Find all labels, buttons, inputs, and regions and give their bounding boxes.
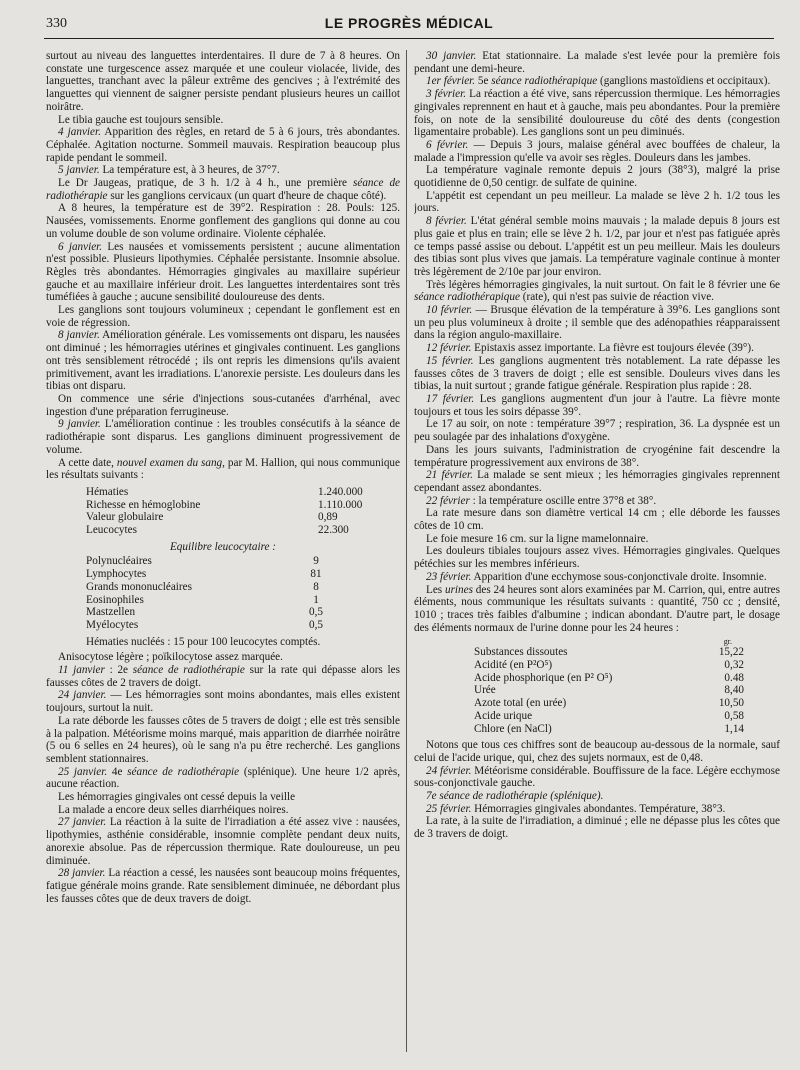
entry-text: Les ganglions augmentent très notablement. La rate dépasse les fausses côtes de 3 travers de doigt ; elle est sensible. Douleurs vives dans les tibias, la nuit surtout ; grande fatigue générale. Respiration plus rapide : 28.: [414, 354, 780, 393]
text-run: (rate), qui n'est pas suivie de réaction vive.: [519, 291, 714, 304]
row-label: Acide phosphorique (en P² O⁵): [474, 671, 613, 684]
entry-date: 1er février.: [426, 75, 476, 88]
urine-table: [474, 636, 744, 735]
entry-date: 21 février.: [426, 469, 473, 482]
table-row: [474, 723, 744, 736]
unit-label: gr.: [723, 637, 732, 647]
entry-date: 30 janvier.: [426, 50, 477, 62]
entry-date: 23 février.: [426, 570, 472, 583]
row-label: Chlore (en NaCl): [474, 722, 552, 735]
paragraph: [414, 88, 780, 139]
text-run: A cette date,: [58, 456, 117, 469]
row-label: Valeur globulaire: [86, 511, 164, 524]
blood-count-table: [86, 486, 378, 537]
paragraph: Notons que tous ces chiffres sont de beaucoup au-dessous de la normale, sauf celui de l'acide urique, qui, chez des sujets normaux, est de 0,48.: [414, 739, 780, 764]
row-label: Azote total (en urée): [474, 697, 567, 710]
paragraph: [414, 469, 780, 494]
row-label: Hématies: [86, 485, 129, 498]
entry-text: Etat stationnaire. La malade s'est levée pour la première fois pendant une demi-heure.: [414, 50, 780, 75]
table-row: [86, 606, 336, 619]
entry-date: 25 janvier.: [58, 765, 108, 778]
paragraph: [414, 584, 780, 635]
paragraph: [46, 766, 400, 791]
row-label: Acide urique: [474, 709, 533, 722]
row-value: 8,40: [724, 684, 744, 697]
entry-text: L'amélioration continue : les troubles consécutifs à la séance de radiothérapie sont disparus. Les ganglions diminuent progressivement de volume.: [46, 418, 400, 456]
entry-text: : la température oscille entre 37°8 et 38°.: [469, 494, 657, 507]
entry-date: 24 janvier.: [58, 689, 107, 702]
entry-date: 25 février.: [426, 802, 472, 815]
paragraph: [414, 279, 780, 304]
text-run: Très légères hémorragies gingivales, la nuit surtout. On fait le 8 février une 6e: [426, 278, 780, 291]
table-row: [86, 486, 378, 499]
row-label: Grands mononucléaires: [86, 580, 192, 593]
entry-date: 17 février.: [426, 392, 475, 405]
entry-date: 12 février.: [426, 342, 472, 355]
text-run: Les: [426, 583, 445, 596]
row-label: Mastzellen: [86, 606, 136, 619]
paragraph: [414, 393, 780, 418]
row-value: 10,50: [718, 697, 744, 710]
table-row: [474, 697, 744, 710]
paragraph: surtout au niveau des languettes interdentaires. Il dure de 7 à 8 heures. On constate une turgescence assez marquée et une couleur violacée, livide, des languettes, tranchant avec la pâleur extrême des gencives ; à l'extrémité des languettes qui viennent de saigner persiste pendant plusieurs heures un caillot noirâtre.: [46, 50, 400, 113]
paragraph: A 8 heures, la température est de 39°2. Respiration : 28. Pouls: 125. Nausées, vomissements. Enorme gonflement des ganglions qui donne au cou un volume double de son volume ordinaire. Violente céphalée.: [46, 202, 400, 240]
entry-text: — Brusque élévation de la température à 39°6. Les ganglions sont un peu plus volumineux à droite ; il semble que des adénopathies réapparaissent dans la région angulo-maxillaire.: [414, 304, 780, 342]
row-value: 0,5: [309, 606, 323, 619]
text-run: , par M. Hallion, qui nous communique les résultats suivants :: [46, 456, 400, 482]
row-value: 81: [310, 568, 322, 581]
italic-run: urines: [444, 583, 473, 596]
paragraph: [414, 355, 780, 393]
paragraph: [46, 329, 400, 393]
entry-date: 6 février.: [426, 138, 469, 151]
paragraph: Anisocytose légère ; poïkilocytose assez marquée.: [58, 651, 283, 664]
entry-text: Apparition des règles, en retard de 5 à 6 jours, très abondantes. Céphalée. Agitation nocturne. Sommeil mauvais. Respiration beaucoup plus rapide pendant le sommeil.: [46, 126, 400, 164]
paragraph: [414, 139, 780, 164]
paragraph: [46, 689, 400, 714]
entry-text: La réaction à la suite de l'irradiation a été assez vive : nausées, lipothymies, asthénie considérable, insomnie complète pendant deux nuits, anorexie absolue. Pas de répercussion thermique. Rate douloureuse, un peu diminuée.: [46, 816, 400, 867]
paragraph: [414, 765, 780, 790]
paragraph: Le 17 au soir, on note : température 39°7 ; respiration, 36. La dyspnée est un peu soulagée par des inhalations d'oxygène.: [414, 418, 780, 444]
paragraph: [414, 803, 780, 816]
text-run: : 2e: [104, 664, 133, 677]
entry-date: 8 février.: [426, 215, 467, 228]
row-label: Polynucléaires: [86, 555, 152, 568]
table-row: [86, 499, 378, 512]
paragraph: [46, 177, 400, 202]
table-row: [474, 672, 744, 685]
table-row: [474, 646, 744, 659]
row-label: Richesse en hémoglobine: [86, 498, 201, 511]
text-run: Le Dr Jaugeas, pratique, de 3 h. 1/2 à 4 h., une première: [58, 177, 354, 190]
entry-text: — Depuis 3 jours, malaise général avec bouffées de chaleur, la malade a l'impression qu'elle va avoir ses règles. Douleurs dans les jambes.: [414, 138, 780, 164]
row-label: Myélocytes: [86, 618, 139, 631]
paragraph: La malade a encore deux selles diarrhéiques noires.: [58, 803, 289, 816]
paragraph: Les douleurs tibiales toujours assez vives. Hémorragies gingivales. Quelques pétéchies sur les membres inférieurs.: [414, 545, 780, 571]
row-value: 15,22: [718, 646, 744, 659]
italic-run: séance de radiothérapie: [127, 765, 240, 778]
paragraph: 7e séance de radiothérapie (splénique).: [426, 790, 604, 803]
italic-run: séance de radiothérapie: [132, 664, 245, 677]
entry-date: 10 février.: [426, 304, 473, 317]
paragraph: Dans les jours suivants, l'administration de cryogénine fait descendre la température progressivement aux environs de 38°.: [414, 443, 780, 469]
header-rule: [44, 38, 774, 39]
row-value: 0,5: [309, 618, 323, 631]
page-header: [44, 12, 774, 36]
paragraph: Les hémorragies gingivales ont cessé depuis la veille: [58, 791, 296, 804]
paragraph: [414, 342, 780, 355]
entry-date: 11 janvier: [58, 664, 105, 677]
text-run: sur la rate qui dépasse alors les fausses côtes de 2 travers de doigt.: [46, 664, 400, 689]
table-row: [474, 710, 744, 723]
paragraph: [46, 867, 400, 905]
text-run: (splénique). Une heure 1/2 après, aucune réaction.: [46, 765, 400, 791]
row-label: Leucocytes: [86, 524, 137, 537]
text-run: (ganglions mastoïdiens et occipitaux).: [597, 75, 771, 88]
journal-title: LE PROGRÈS MÉDICAL: [324, 15, 494, 31]
italic-run: séance de radiothérapie: [46, 177, 400, 202]
paragraph: On commence une série d'injections sous-cutanées d'arrhénal, avec ingestion d'une préparation ferrugineuse.: [46, 392, 400, 418]
entry-date: 15 février.: [426, 354, 474, 367]
paragraph: [46, 664, 400, 689]
italic-run: séance radiothérapique: [491, 75, 598, 88]
row-value: 0,32: [724, 659, 744, 672]
entry-date: 28 janvier.: [58, 867, 106, 880]
text-run: des 24 heures sont alors examinées par M. Carrion, qui, entre autres éléments, nous communique les résultats suivants : quantité, 750 cc ; densité, 1010 ; traces très faibles d'albumine ; indican abondant. D'autre part, le dosage des éléments normaux de l'urine donne pour les 24 heures :: [414, 583, 780, 634]
right-column: [414, 50, 780, 1056]
entry-date: 5 janvier.: [58, 164, 100, 177]
entry-date: 4 janvier.: [58, 126, 101, 139]
entry-text: Apparition d'une ecchymose sous-conjonctivale droite. Insomnie.: [471, 570, 767, 583]
paragraph: [46, 418, 400, 456]
entry-date: 9 janvier.: [58, 418, 101, 431]
paragraph: [414, 571, 780, 584]
italic-run: séance radiothérapique: [414, 291, 520, 304]
paragraph: Le foie mesure 16 cm. sur la ligne mamelonnaire.: [426, 532, 649, 545]
page-number: 330: [46, 16, 67, 31]
table-row: [86, 581, 336, 594]
entry-text: La réaction a cessé, les nausées sont beaucoup moins fréquentes, fatigue générale moins grande. Rate sensiblement diminuée, ne débordant plus les fausses côtes que de deux travers de doigt.: [46, 867, 400, 905]
table-row: [86, 619, 336, 632]
row-value: 0,89: [318, 511, 338, 524]
text-run: 5e: [475, 75, 492, 88]
entry-date: 3 février.: [426, 88, 467, 101]
row-value: 1,14: [724, 722, 744, 735]
entry-text: La température est, à 3 heures, de 37°7.: [99, 164, 280, 177]
paragraph: La rate déborde les fausses côtes de 5 travers de doigt ; elle est très sensible à la palpation. Météorisme moins marqué, mais apparition de diarrhée noirâtre (5 ou 6 selles en 24 heures), où le sang n'a pu être recherché. Les ganglions semblent stationnaires.: [46, 714, 400, 765]
entry-text: La réaction a été vive, sans répercussion thermique. Les hémorragies gingivales reprennent en haut et à gauche, mais peu abondantes. Pour la première fois, on note de la sensibilité douloureuse du côté des dents (congestion ligamentaire probable). Les ganglions sont un peu diminués.: [414, 88, 780, 139]
table-row: [86, 524, 378, 537]
italic-run: nouvel examen du sang: [116, 456, 223, 469]
paragraph: [414, 75, 780, 88]
paragraph: [46, 126, 400, 164]
paragraph: [414, 304, 780, 342]
row-label: Acidité (en P²O⁵): [474, 659, 553, 672]
entry-text: Amélioration générale. Les vomissements ont disparu, les nausées ont diminué ; les hémorragies utérines et gingivales continuent. Les ganglions ont très sensiblement rétrocédé ; ils ont repris les dimensions qu'ils avaient primitivement, avant les irradiations. L'anorexie persiste. Les douleurs dans les tibias ont disparu.: [46, 329, 400, 393]
entry-text: L'état général semble moins mauvais ; la malade depuis 8 jours est plus gaie et plus en train; elle se lève 2 h. 1/2, par jour et n'est pas fatiguée après ce temps passé assise ou debout. L'appétit est un peu meilleur. Mais les douleurs des tibias sont plus vives que jamais. La température vaginale continue à monter très légèrement de 2/10e par jour environ.: [414, 215, 780, 278]
nucleated-note: Hématies nucléés : 15 pour 100 leucocytes comptés.: [86, 635, 321, 648]
entry-text: Les nausées et vomissements persistent ; aucune alimentation n'est possible. Plusieurs lipothymies. Céphalée persistante. Insomnie absolue. Règles très abondantes. Hémorragies gingivales au maxillaire supérieur gauche et au maxillaire inférieur droit. Les languettes interdentaires sont très tuméfiées à gauche ; aucune sensibilité douloureuse des dents.: [46, 240, 400, 304]
row-value: 0,58: [724, 709, 744, 722]
paragraph: [414, 495, 780, 508]
left-column: [46, 50, 400, 1056]
table-row: [86, 511, 378, 524]
paragraph: [414, 50, 780, 75]
entry-date: 6 janvier.: [58, 240, 103, 253]
entry-text: Epistaxis assez importante. La fièvre est toujours élevée (39°).: [471, 342, 754, 355]
paragraph: La rate, à la suite de l'irradiation, a diminué ; elle ne dépasse plus les côtes que de 3 travers de doigt.: [414, 815, 780, 841]
row-value: 22.300: [318, 524, 349, 537]
table-row: [86, 555, 336, 568]
table-row: [474, 684, 744, 697]
row-value: 1.110.000: [318, 498, 363, 511]
paragraph: [46, 816, 400, 867]
text-run: 4e: [107, 765, 128, 778]
row-value: 1.240.000: [318, 485, 363, 498]
row-label: Urée: [474, 684, 496, 697]
row-label: Eosinophiles: [86, 593, 144, 606]
paragraph: L'appétit est cependant un peu meilleur. La malade se lève 2 h. 1/2 tous les jours.: [414, 189, 780, 215]
row-value: 9: [313, 555, 319, 568]
entry-text: — Les hémorragies sont moins abondantes, mais elles existent toujours, surtout la nuit.: [46, 689, 400, 715]
entry-date: 27 janvier.: [58, 816, 107, 829]
paragraph: Le tibia gauche est toujours sensible.: [58, 113, 224, 126]
row-value: 8: [313, 580, 319, 593]
text-run: sur les ganglions cervicaux (un quart d'heure de chaque côté).: [107, 189, 387, 202]
entry-date: 24 février.: [426, 764, 472, 777]
column-divider: [406, 50, 407, 1052]
row-label: Lymphocytes: [86, 568, 147, 581]
paragraph: [46, 164, 400, 177]
row-value: 0.48: [724, 671, 744, 684]
paragraph: [46, 241, 400, 305]
table-row: [86, 594, 336, 607]
paragraph: [414, 215, 780, 279]
table-row: [86, 568, 336, 581]
table-row: [474, 659, 744, 672]
row-value: 1: [313, 593, 319, 606]
leucocyte-table: [86, 555, 336, 631]
entry-date: 22 février: [426, 494, 470, 507]
table-subheading: Equilibre leucocytaire :: [169, 540, 277, 553]
entry-date: 8 janvier.: [58, 329, 100, 342]
entry-text: Météorisme considérable. Bouffissure de la face. Légère ecchymose sous-conjonctivale gauche.: [414, 764, 780, 790]
entry-text: La malade se sent mieux ; les hémorragies gingivales reprennent cependant assez abondantes.: [414, 469, 780, 494]
entry-text: Les ganglions augmentent d'un jour à l'autre. La fièvre monte toujours et tous les soirs dépasse 39°.: [414, 392, 780, 418]
row-label: Substances dissoutes: [474, 646, 568, 659]
paragraph: [46, 457, 400, 482]
paragraph: La rate mesure dans son diamètre vertical 14 cm ; elle déborde les fausses côtes de 10 cm.: [414, 507, 780, 533]
entry-text: Hémorragies gingivales abondantes. Température, 38°3.: [471, 802, 726, 815]
paragraph: La température vaginale remonte depuis 2 jours (38°3), malgré la prise quotidienne de 0,50 centigr. de sulfate de quinine.: [414, 164, 780, 190]
paragraph: Les ganglions sont toujours volumineux ; cependant le gonflement est en voie de régression.: [46, 304, 400, 329]
